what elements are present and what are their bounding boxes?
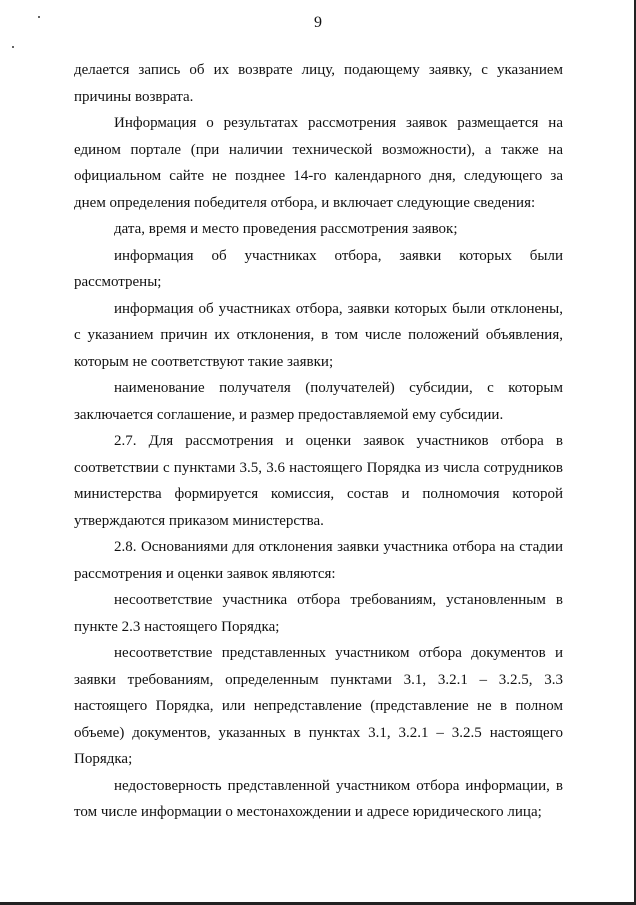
paragraph: информация об участниках отбора, заявки которых были отклонены, с указанием причин их отклонения, в том числе положений объявления, которым не соответствуют такие заявки;: [74, 300, 563, 370]
paragraph: несоответствие представленных участником отбора документов и заявки требованиям, определенным пунктами 3.1, 3.2.1 – 3.2.5, 3.3 настоящего Порядка, или непредставление (представление не в полном объеме) документов, указанных в пунктах 3.1, 3.2.1 – 3.2.5 настоящего Порядка;: [74, 645, 563, 767]
paragraph: 2.7. Для рассмотрения и оценки заявок участников отбора в соответствии с пунктами 3.5, 3.6 настоящего Порядка из числа сотрудников министерства формируется комиссия, состав и полномочия которой утверждаются приказом министерства.: [74, 433, 563, 529]
page-number: 9: [314, 14, 322, 31]
paragraph: несоответствие участника отбора требованиям, установленным в пункте 2.3 настоящего Порядка;: [74, 592, 563, 635]
document-body: [74, 57, 563, 826]
paragraph: дата, время и место проведения рассмотрения заявок;: [114, 221, 458, 237]
paragraph: Информация о результатах рассмотрения заявок размещается на едином портале (при наличии технической возможности), а также на официальном сайте не позднее 14-го календарного дня, следующего за днем определения победителя отбора, и включает следующие сведения:: [74, 115, 563, 211]
paragraph: наименование получателя (получателей) субсидии, с которым заключается соглашение, и размер предоставляемой ему субсидии.: [74, 380, 563, 423]
scan-speck: [12, 46, 14, 48]
paragraph: информация об участниках отбора, заявки которых были рассмотрены;: [74, 247, 563, 290]
paragraph: 2.8. Основаниями для отклонения заявки участника отбора на стадии рассмотрения и оценки заявок являются:: [74, 539, 563, 582]
paragraph: делается запись об их возврате лицу, подающему заявку, с указанием причины возврата.: [74, 62, 563, 105]
paragraph: недостоверность представленной участником отбора информации, в том числе информации о местонахождении и адресе юридического лица;: [74, 777, 563, 820]
